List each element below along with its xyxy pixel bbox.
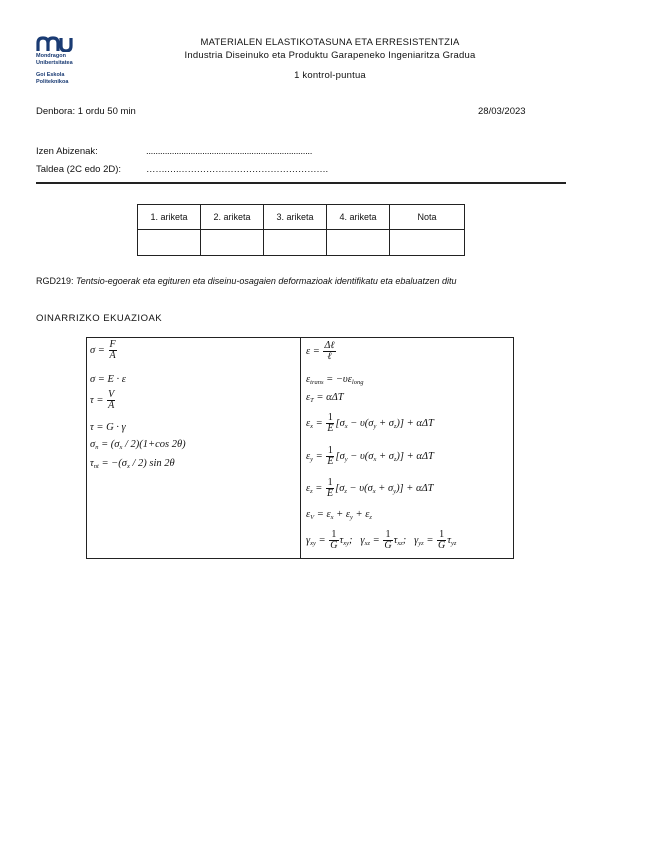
grade-cell-4[interactable] <box>327 230 390 256</box>
rgd-code: RGD219: <box>36 276 74 286</box>
exam-title: 1 kontrol-puntua <box>294 70 366 81</box>
logo-line-4: Politeknikoa <box>36 78 69 85</box>
learning-outcome <box>36 276 456 286</box>
logo-line-1: Mondragon <box>36 53 66 59</box>
logo-line-2: Unibertsitatea <box>36 59 73 66</box>
header-divider <box>36 182 566 184</box>
exam-date: 28/03/2023 <box>478 106 526 117</box>
name-dots: ....................................................................... <box>146 146 313 157</box>
university-logo <box>36 36 96 85</box>
grade-header-nota: Nota <box>390 205 465 230</box>
eq-shear-stress: τ = $\frac{V}{A}$ <box>90 389 115 411</box>
document-header <box>120 37 540 83</box>
grade-header-4: 4. ariketa <box>327 205 390 230</box>
eq-shear-strains: $\gamma_{xy}$ = $\frac{1}{G}$ $\tau_{xy}$; $\gamma_{xz}$ = $\frac{1}{G}$ $\tau_{xz}$; $\gamma_{yz}$ = $\frac{1}{G}$ $\tau_{yz}$ <box>306 529 457 551</box>
group-field[interactable] <box>36 164 328 175</box>
eq-shear-hooke: τ = G · γ <box>90 422 126 433</box>
eq-hooke: σ = E · ε <box>90 374 126 385</box>
eq-strain: ε = $\frac{\text{Δℓ}}{\text{ℓ}}$ <box>306 340 335 362</box>
grade-cell-3[interactable] <box>264 230 327 256</box>
grade-cell-2[interactable] <box>201 230 264 256</box>
exam-duration: Denbora: 1 ordu 50 min <box>36 106 136 117</box>
eq-poisson: $\varepsilon_{trans} = -\upsilon\varepsilon_{long}$ <box>306 374 364 386</box>
equations-divider <box>300 337 301 559</box>
degree-title: Industria Diseinuko eta Produktu Garapeneko Ingeniaritza Gradua <box>184 49 476 61</box>
eq-strain-x: $\varepsilon_x$ = $\frac{1}{E}$ $[\sigma_x - \upsilon(\sigma_y + \sigma_z)] + \alpha\Delta T$ <box>306 412 434 434</box>
mondragon-logo-icon <box>36 36 74 52</box>
grade-cell-nota[interactable] <box>390 230 465 256</box>
grade-header-3: 3. ariketa <box>264 205 327 230</box>
eq-strain-z: $\varepsilon_z$ = $\frac{1}{E}$ $[\sigma_z - \upsilon(\sigma_x + \sigma_y)] + \alpha\Delta T$ <box>306 477 434 499</box>
grades-table <box>137 204 465 256</box>
grade-header-2: 2. ariketa <box>201 205 264 230</box>
eq-normal-stress: σ = $\frac{F}{A}$ <box>90 339 116 361</box>
eq-strain-y: $\varepsilon_y$ = $\frac{1}{E}$ $[\sigma_y - \upsilon(\sigma_x + \sigma_z)] + \alpha\Delta T$ <box>306 445 434 467</box>
grade-cell-1[interactable] <box>138 230 201 256</box>
rgd-description: Tentsio-egoerak eta egituren eta diseinu-osagaien deformazioak identifikatu eta ebaluatzen ditu <box>76 276 457 286</box>
group-label: Taldea (2C edo 2D): <box>36 164 122 175</box>
eq-volumetric-strain: $\varepsilon_V = \varepsilon_x + \varepsilon_y + \varepsilon_z$ <box>306 509 372 521</box>
eq-thermal-strain: $\varepsilon_T = \alpha\Delta T$ <box>306 392 344 404</box>
grade-header-1: 1. ariketa <box>138 205 201 230</box>
name-label: Izen Abizenak: <box>36 146 98 157</box>
logo-line-3: Goi Eskola <box>36 72 65 78</box>
group-dots: …….….…………………………………………. <box>146 164 328 175</box>
eq-sigma-n: $\sigma_n = (\sigma_x / 2)(1+\cos$ 2θ) <box>90 439 186 451</box>
name-field[interactable] <box>36 146 312 157</box>
course-title: MATERIALEN ELASTIKOTASUNA ETA ERRESISTENTZIA <box>200 37 460 48</box>
section-title: OINARRIZKO EKUAZIOAK <box>36 313 163 324</box>
eq-tau-nt: $\tau_{nt} = -(\sigma_x / 2)$ sin 2θ <box>90 458 175 470</box>
